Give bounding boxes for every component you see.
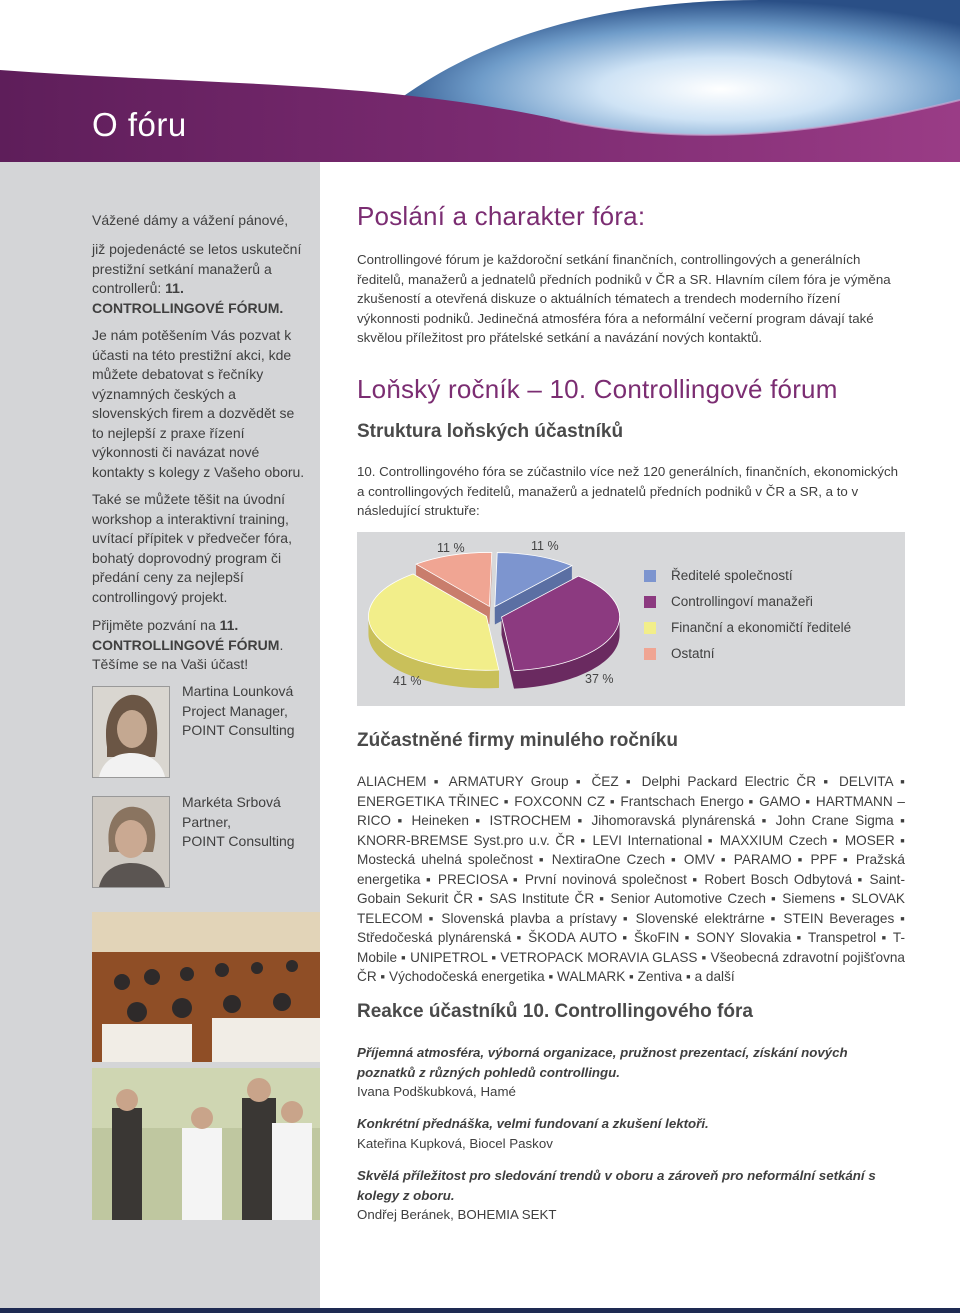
portrait-martina bbox=[92, 686, 170, 778]
mission-heading: Poslání a charakter fóra: bbox=[357, 201, 646, 231]
person-martina bbox=[182, 682, 312, 741]
reaction-item bbox=[357, 1166, 897, 1225]
legend-label: Ředitelé společností bbox=[671, 568, 793, 583]
reaction-item bbox=[357, 1114, 897, 1153]
pie-label-reditele: 11 % bbox=[531, 539, 559, 553]
reaction-quote: Příjemná atmosféra, výborná organizace, pružnost prezentací, získání nových poznatků z různých pohledů controllingu. bbox=[357, 1045, 848, 1080]
conference-photo-break bbox=[92, 1068, 320, 1220]
person-company: POINT Consulting bbox=[182, 833, 295, 849]
audience-image bbox=[92, 912, 320, 1062]
reaction-quote: Konkrétní přednáška, velmi fundovaní a zkušení lektoři. bbox=[357, 1116, 709, 1131]
legend-label: Ostatní bbox=[671, 646, 715, 661]
legend-item-ostatni bbox=[671, 646, 715, 661]
legend-label: Controllingoví manažeři bbox=[671, 594, 813, 609]
coffee-break-image bbox=[92, 1068, 320, 1220]
legend-item-financni bbox=[671, 620, 851, 635]
conference-photo-audience bbox=[92, 912, 320, 1062]
last-year-heading: Loňský ročník – 10. Controllingové fórum bbox=[357, 374, 838, 404]
legend-item-controlling bbox=[671, 594, 813, 609]
pie-label-ostatni: 11 % bbox=[437, 541, 465, 555]
companies-heading: Zúčastněné firmy minulého ročníku bbox=[357, 730, 678, 751]
page-title: O fóru bbox=[92, 106, 187, 143]
closing-bold: 11. CONTROLLINGOVÉ FÓRUM bbox=[92, 617, 280, 653]
pie-label-controlling: 37 % bbox=[585, 672, 614, 686]
legend-swatch bbox=[644, 648, 656, 660]
legend-swatch bbox=[644, 622, 656, 634]
participants-chart bbox=[357, 532, 905, 706]
pie-label-financni: 41 % bbox=[393, 674, 422, 688]
legend-item-reditele bbox=[671, 568, 793, 583]
person-role: Project Manager, bbox=[182, 702, 288, 719]
invitation-paragraph: Je nám potěšením Vás pozvat k účasti na této prestižní akci, kde můžete debatovat s řečníky významných českých a slovenských firem a dozvědět se to nejlepší z praxe řízení výkonnosti či navázat nové kontakty s kolegy z Vašeho oboru. bbox=[92, 327, 305, 480]
person-marketa bbox=[182, 793, 312, 852]
reaction-author: Kateřina Kupková, Biocel Paskov bbox=[357, 1135, 553, 1151]
person-company: POINT Consulting bbox=[182, 722, 295, 738]
companies-list: ALIACHEM ▪ ARMATURY Group ▪ ČEZ ▪ Delphi Packard Electric ČR ▪ DELVITA ▪ ENERGETIKA TŘINEC ▪ FOXCONN CZ ▪ Frantschach Energo ▪ GAMO ▪ HARTMANN – RICO ▪ Heineken ▪ ISTROCHEM ▪ Jihomoravská plynárenská ▪ John Crane Sigma ▪ KNORR-BREMSE Syst.pro u.v. ČR ▪ LEVI International ▪ MAXXIUM Czech ▪ MOSER ▪ Mostecká uhelná společnost ▪ NextiraOne Czech ▪ OMV ▪ PARAMO ▪ PPF ▪ Pražská energetika ▪ PRECIOSA ▪ První novinová společnost ▪ Robert Bosch Odbytová ▪ Saint-Gobain Sekurit ČR ▪ SAS Institute ČR ▪ Senior Automotive Czech ▪ Siemens ▪ SLOVAK TELECOM ▪ Slovenská plavba a prístavy ▪ Slovenské elektrárne ▪ STEIN Beverages ▪ Středočeská plynárenská ▪ ŠKODA AUTO ▪ ŠkoFIN ▪ SONY Slovakia ▪ Transpetrol ▪ T-Mobile ▪ UNIPETROL ▪ VETROPACK MORAVIA GLASS ▪ Všeobecná zdravotní pojišťovna ČR ▪ Východočeská energetika ▪ WALMARK ▪ Zentiva ▪ a další bbox=[357, 774, 905, 984]
legend-swatch bbox=[644, 596, 656, 608]
intro-paragraph bbox=[92, 240, 307, 318]
reaction-item bbox=[357, 1043, 897, 1102]
closing-text-a: Přijměte pozvání na bbox=[92, 617, 220, 633]
person-role: Partner, bbox=[182, 813, 232, 830]
legend-swatch bbox=[644, 570, 656, 582]
closing-text-b: . Těšíme se na Vaši účast! bbox=[92, 636, 284, 672]
program-paragraph: Také se můžete těšit na úvodní workshop a interaktivní training, uvítací přípitek v předvečer fóra, bohatý doprovodný program či předání ceny za nejlepší controllingový projekt. bbox=[92, 491, 292, 605]
reaction-author: Ondřej Beránek, BOHEMIA SEKT bbox=[357, 1207, 557, 1222]
portrait-marketa-image bbox=[93, 797, 169, 887]
bottom-bar bbox=[0, 1308, 960, 1313]
portrait-marketa bbox=[92, 796, 170, 888]
portrait-martina-image bbox=[93, 687, 169, 777]
intro-bold: 11. CONTROLLINGOVÉ FÓRUM. bbox=[92, 280, 284, 316]
reaction-quote: Skvělá příležitost pro sledování trendů v oboru a zároveň pro neformální setkání s kolegy z oboru. bbox=[357, 1168, 876, 1203]
person-name: Markéta Srbová bbox=[182, 794, 281, 810]
legend-label: Finanční a ekonomičtí ředitelé bbox=[671, 620, 852, 635]
closing-paragraph bbox=[92, 616, 307, 675]
mission-text: Controllingové fórum je každoroční setkání finančních, controllingových a generálních ředitelů, manažerů a jednatelů předních podniků v ČR a SR. Hlavním cílem fóra je výměna zkušeností a otevřená diskuze o aktuálních tématech a trendech moderního řízení výkonnosti podniků. Jedinečná atmosféra fóra a neformální večerní program dávají také skvělou příležitost pro přátelské setkání a navázání nových kontaktů. bbox=[357, 252, 891, 345]
header-banner bbox=[0, 0, 960, 162]
structure-text: 10. Controllingového fóra se zúčastnilo více než 120 generálních, finančních, ekonomických a controllingových ředitelů, manažerů a jednatelů předních podniků v ČR a SR, a to v následující struktuře: bbox=[357, 464, 899, 518]
reaction-author: Ivana Podškubková, Hamé bbox=[357, 1084, 516, 1099]
intro-text: již pojedenácté se letos uskuteční prestižní setkání manažerů a controllerů: bbox=[92, 241, 302, 296]
structure-heading: Struktura loňských účastníků bbox=[357, 421, 624, 442]
greeting: Vážené dámy a vážení pánové, bbox=[92, 212, 289, 228]
person-name: Martina Lounková bbox=[182, 683, 294, 699]
reactions-heading: Reakce účastníků 10. Controllingového fóra bbox=[357, 1001, 753, 1022]
